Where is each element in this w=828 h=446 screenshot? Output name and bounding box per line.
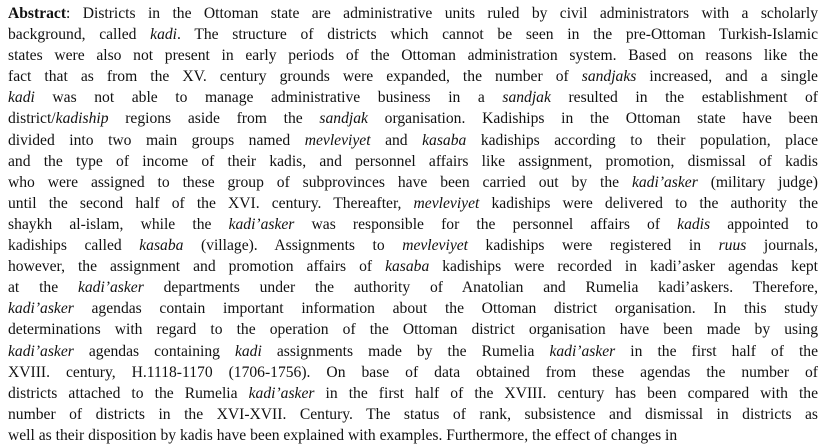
text-run: divided into two main groups named [8, 131, 305, 149]
text-run: who were assigned to these group of subprovinces have been carried out by the [8, 173, 632, 191]
italic-term: kadi [8, 89, 35, 107]
italic-term: mevleviyet [402, 237, 468, 255]
italic-term: kadi’asker [8, 342, 74, 360]
italic-term: kadi’asker [8, 300, 74, 318]
text-run: at the [8, 279, 78, 297]
text-run: organisation. Kadiships in the Ottoman state have been [367, 110, 818, 128]
text-run: resulted in the establishment of [550, 89, 818, 107]
text-run: states were also not present in early periods of the Ottoman administration system. Based on reasons like the [8, 47, 818, 65]
text-run: journals, [746, 237, 818, 255]
text-line [8, 214, 818, 235]
text-run: kadiships were registered in [468, 237, 719, 255]
text-run: district/ [8, 110, 56, 128]
text-run: background, called [8, 26, 151, 44]
text-run: regions aside from the [108, 110, 320, 128]
text-run: increased, and a single [636, 68, 818, 86]
text-run: and the type of income of their kadis, and personnel affairs like assignment, promotion, dismissal of kadis [8, 152, 818, 170]
text-line [8, 277, 818, 298]
text-run: : Districts in the Ottoman state are administrative units ruled by civil administrators with a scholarly [66, 5, 818, 22]
text-line [8, 193, 818, 214]
text-run: kadiships were delivered to the authority the [479, 194, 818, 212]
text-line [8, 362, 818, 383]
text-run: departments under the authority of Anatolian and Rumelia kadi’askers. Therefore, [143, 279, 818, 297]
text-line [8, 172, 818, 193]
text-run: and [370, 131, 423, 149]
text-line [8, 108, 818, 129]
italic-term: sandjaks [581, 68, 637, 86]
italic-term: kadi’asker [631, 173, 698, 191]
text-run: determinations with regard to the operation of the Ottoman district organisation have been made by using [8, 321, 818, 339]
text-run: districts attached to the Rumelia [8, 384, 249, 402]
text-run: (village). Assignments to [183, 237, 403, 255]
text-line [8, 383, 818, 404]
text-run: agendas containing [73, 342, 235, 360]
text-run: in the first half of the [615, 342, 818, 360]
text-run: in the first half of the XVIII. century has been compared with the [314, 384, 819, 402]
text-run: number of districts in the XVI-XVII. Century. The status of rank, subsistence and dismissal in districts as [8, 405, 818, 423]
italic-term: kasaba [422, 131, 467, 149]
italic-term: sandjak [319, 110, 368, 128]
italic-term: kadi’asker [228, 215, 295, 233]
text-run: however, the assignment and promotion affairs of [8, 258, 386, 276]
text-run: XVIII. century, H.1118-1170 (1706-1756). On base of data obtained from these agendas the number of [8, 363, 818, 381]
text-line [8, 256, 818, 277]
text-line [8, 87, 818, 108]
text-line [8, 404, 818, 425]
text-run: assignments made by the Rumelia [261, 342, 550, 360]
text-run: well as their disposition by kadis have been explained with examples. Furthermore, the effect of changes in [8, 426, 678, 444]
italic-term: sandjak [502, 89, 551, 107]
italic-term: mevleviyet [413, 194, 480, 212]
text-run: . The structure of districts which cannot be seen in the pre-Ottoman Turkish-Islamic [177, 26, 818, 44]
abstract-heading: Abstract [8, 5, 67, 22]
text-run: kadiships according to their population, place [466, 131, 819, 149]
text-run: agendas contain important information about the Ottoman district organisation. In this study [73, 300, 818, 318]
italic-term: kadi’asker [248, 384, 315, 402]
text-line [8, 66, 818, 87]
text-run: was responsible for the personnel affairs of [294, 215, 678, 233]
text-run: kadiships called [8, 237, 140, 255]
text-line [8, 3, 818, 24]
text-run: fact that as from the XV. century grounds were expanded, the number of [8, 68, 582, 86]
text-line [8, 151, 818, 172]
text-line [8, 235, 818, 256]
italic-term: mevleviyet [304, 131, 371, 149]
text-run: (military judge) [697, 173, 818, 191]
italic-term: kasaba [385, 258, 430, 276]
text-run: kadiships were recorded in kadi’asker agendas kept [429, 258, 818, 276]
italic-term: kadiship [55, 110, 109, 128]
italic-term: kasaba [139, 237, 184, 255]
text-run: was not able to manage administrative business in a [34, 89, 503, 107]
text-line [8, 298, 818, 319]
text-run: until the second half of the XVI. century. Thereafter, [8, 194, 414, 212]
text-line [8, 130, 818, 151]
italic-term: kadi [234, 342, 262, 360]
text-run: shaykh al-islam, while the [8, 215, 229, 233]
text-run: appointed to [710, 215, 818, 233]
italic-term: ruus [718, 237, 747, 255]
text-line [8, 24, 818, 45]
italic-term: kadi’asker [77, 279, 144, 297]
text-line [8, 425, 818, 446]
italic-term: kadi [150, 26, 178, 44]
italic-term: kadis [677, 215, 711, 233]
text-line [8, 45, 818, 66]
text-line [8, 319, 818, 340]
abstract-paragraph [8, 3, 818, 446]
italic-term: kadi’asker [549, 342, 616, 360]
text-line [8, 341, 818, 362]
